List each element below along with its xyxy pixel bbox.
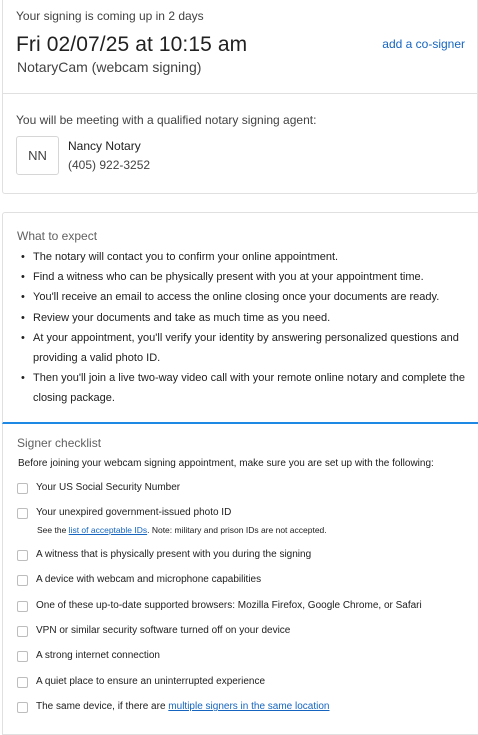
signing-countdown: Your signing is coming up in 2 days [16, 9, 204, 23]
agent-name: Nancy Notary [68, 139, 141, 153]
list-item: • At your appointment, you'll verify your identity by answering personalized questions and providing a valid photo ID. [19, 328, 471, 368]
checklist-label [36, 701, 330, 712]
checklist-item-browsers [17, 600, 422, 612]
witness-checkbox[interactable] [17, 550, 28, 561]
list-item: • Find a witness who can be physically present with you at your appointment time. [19, 267, 471, 287]
checklist-label: A device with webcam and microphone capabilities [36, 574, 262, 585]
checklist-item-same-device [17, 701, 330, 713]
checklist-label: One of these up-to-date supported browsers: Mozilla Firefox, Google Chrome, or Safari [36, 600, 422, 611]
id-note-prefix: See the [37, 525, 69, 535]
same-device-prefix: The same device, if there are [36, 701, 169, 712]
list-item: • The notary will contact you to confirm your online appointment. [19, 247, 471, 267]
agent-intro-text: You will be meeting with a qualified notary signing agent: [16, 113, 317, 127]
checklist-item-ssn [17, 482, 180, 494]
checklist-label: A strong internet connection [36, 650, 160, 661]
acceptable-ids-link[interactable]: list of acceptable IDs [68, 525, 148, 535]
checklist-label: Your unexpired government-issued photo ID [36, 507, 232, 518]
checklist-label: VPN or similar security software turned off on your device [36, 625, 291, 636]
checklist-item-witness [17, 549, 311, 561]
notary-agent-card [2, 93, 478, 194]
appointment-card [2, 0, 478, 93]
signing-type: NotaryCam (webcam signing) [17, 59, 202, 75]
id-note [37, 525, 327, 535]
checklist-label: A witness that is physically present with you during the signing [36, 549, 312, 560]
list-item: • Review your documents and take as much time as you need. [19, 308, 471, 328]
add-co-signer-link[interactable]: add a co-signer [382, 37, 465, 51]
signer-checklist-title: Signer checklist [17, 436, 102, 450]
agent-phone: (405) 922-3252 [68, 158, 151, 172]
list-item: • You'll receive an email to access the online closing once your documents are ready. [19, 287, 471, 307]
id-note-suffix: . Note: military and prison IDs are not accepted. [147, 525, 327, 535]
checklist-item-internet [17, 650, 160, 662]
expect-list [19, 247, 471, 409]
vpn-checkbox[interactable] [17, 626, 28, 637]
checklist-intro: Before joining your webcam signing appointment, make sure you are set up with the following: [18, 458, 434, 469]
what-to-expect-title: What to expect [17, 229, 98, 243]
signer-checklist-section [2, 424, 478, 735]
checklist-item-device [17, 574, 261, 586]
multiple-signers-link[interactable]: multiple signers in the same location [168, 701, 330, 712]
checklist-label: A quiet place to ensure an uninterrupted experience [36, 676, 266, 687]
internet-checkbox[interactable] [17, 651, 28, 662]
list-item: • Then you'll join a live two-way video call with your remote online notary and complete the closing package. [19, 368, 471, 408]
quiet-place-checkbox[interactable] [17, 677, 28, 688]
checklist-item-vpn [17, 625, 290, 637]
checklist-item-quiet [17, 676, 265, 688]
agent-avatar: NN [16, 136, 59, 175]
browsers-checkbox[interactable] [17, 601, 28, 612]
checklist-item-photo-id [17, 507, 231, 519]
photo-id-checkbox[interactable] [17, 508, 28, 519]
ssn-checkbox[interactable] [17, 483, 28, 494]
same-device-checkbox[interactable] [17, 702, 28, 713]
device-checkbox[interactable] [17, 575, 28, 586]
appointment-datetime: Fri 02/07/25 at 10:15 am [16, 33, 248, 56]
what-to-expect-section [2, 212, 478, 424]
checklist-label: Your US Social Security Number [36, 482, 181, 493]
